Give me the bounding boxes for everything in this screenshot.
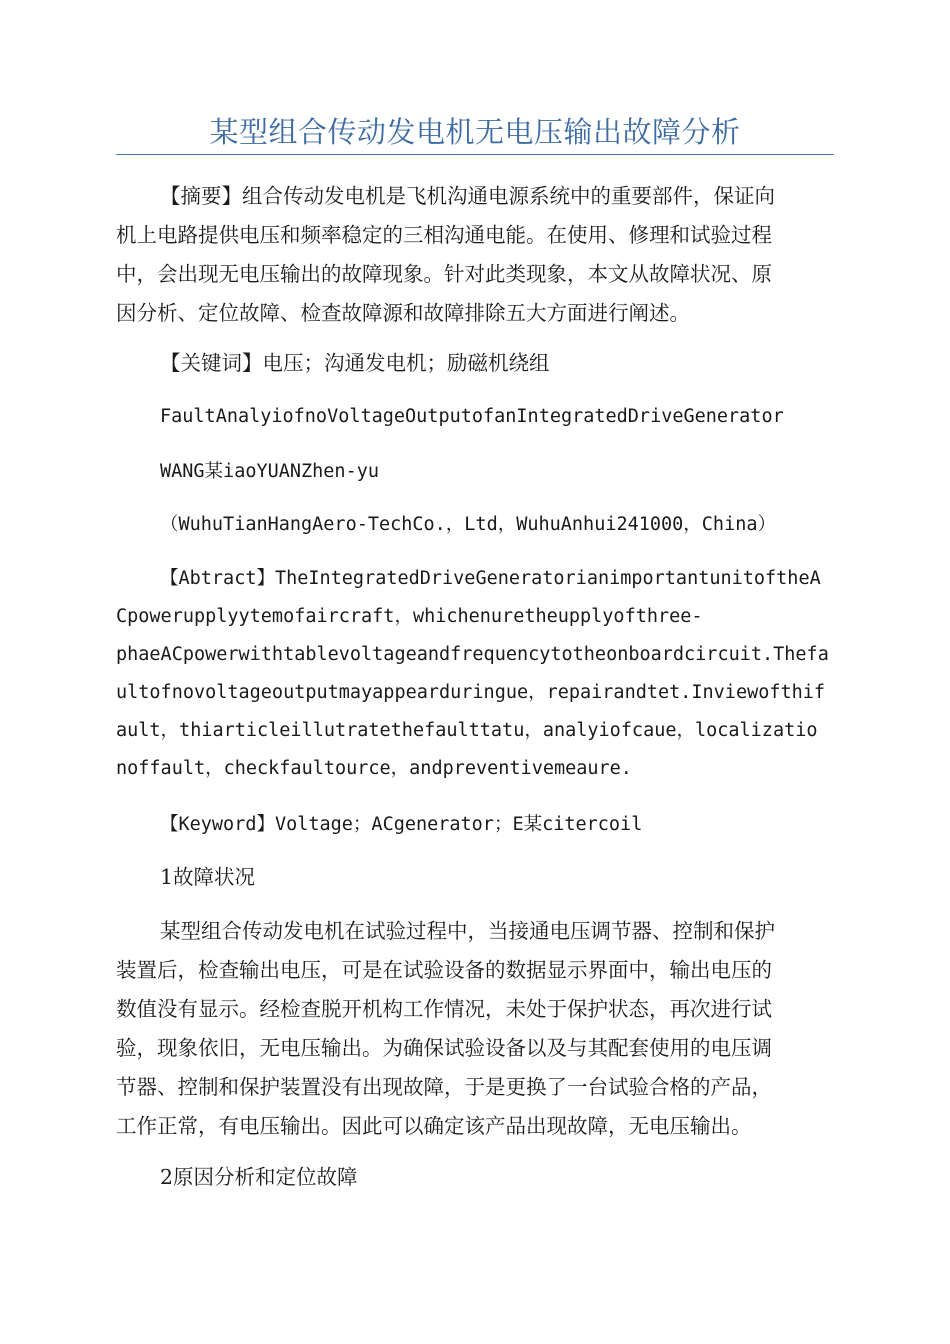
- abstract-line: 中，会出现无电压输出的故障现象。针对此类现象，本文从故障状况、原: [116, 262, 772, 286]
- english-title: [116, 398, 834, 436]
- abstract-line: 机上电路提供电压和频率稳定的三相沟通电能。在使用、修理和试验过程: [116, 223, 772, 247]
- section-1-heading: [116, 858, 834, 897]
- keywords-en-text: 【Keyword】Voltage；ACgenerator；E某citercoil: [160, 814, 643, 835]
- keywords-en: [116, 806, 834, 844]
- affiliation: [116, 506, 834, 544]
- section-1-heading-text: 1故障状况: [160, 865, 256, 889]
- affiliation-text: （WuhuTianHangAero-TechCo.，Ltd，WuhuAnhui241000，China）: [160, 514, 776, 535]
- title-underline: [116, 154, 834, 155]
- keywords-cn-text: 【关键词】电压；沟通发电机；励磁机绕组: [160, 351, 550, 375]
- section-1-line: 某型组合传动发电机在试验过程中，当接通电压调节器、控制和保护: [160, 919, 775, 943]
- section-1-line: 数值没有显示。经检查脱开机构工作情况，未处于保护状态，再次进行试: [116, 997, 772, 1021]
- section-1-line: 装置后，检查输出电压，可是在试验设备的数据显示界面中，输出电压的: [116, 958, 772, 982]
- abstract-en: [116, 560, 834, 788]
- abstract-en-line: ultofnovoltageoutputmayappearduringue，repairandtet.Inviewofthif: [116, 682, 826, 703]
- abstract-cn: [116, 177, 834, 333]
- abstract-line: 【摘要】组合传动发电机是飞机沟通电源系统中的重要部件，保证向: [160, 184, 775, 208]
- section-1-line: 节器、控制和保护装置没有出现故障，于是更换了一台试验合格的产品，: [116, 1075, 772, 1099]
- english-title-text: FaultAnalyiofnoVoltageOutputofanIntegratedDriveGenerator: [160, 406, 784, 427]
- abstract-en-line: noffault，checkfaultource，andpreventivemeaure.: [116, 758, 632, 779]
- abstract-line: 因分析、定位故障、检查故障源和故障排除五大方面进行阐述。: [116, 301, 690, 325]
- section-1-line: 工作正常，有电压输出。因此可以确定该产品出现故障，无电压输出。: [116, 1114, 752, 1138]
- keywords-cn: [116, 344, 834, 383]
- authors: [116, 453, 834, 491]
- abstract-en-line: ault，thiarticleillutratethefaulttatu，analyiofcaue，localizatio: [116, 720, 818, 741]
- abstract-en-line: Cpowerupplyytemofaircraft，whichenuretheupplyofthree-: [116, 606, 703, 627]
- abstract-en-line: phaeACpowerwithtablevoltageandfrequencytotheonboardcircuit.Thefa: [116, 644, 829, 665]
- authors-text: WANG某iaoYUANZhen-yu: [160, 461, 379, 482]
- abstract-en-line: 【Abtract】TheIntegratedDriveGeneratorianimportantunitoftheA: [160, 568, 821, 589]
- section-2-heading: [116, 1158, 834, 1197]
- section-1-line: 验，现象依旧，无电压输出。为确保试验设备以及与其配套使用的电压调: [116, 1036, 772, 1060]
- section-1-body: [116, 912, 834, 1146]
- document-title: 某型组合传动发电机无电压输出故障分析: [209, 115, 741, 149]
- section-2-heading-text: 2原因分析和定位故障: [160, 1165, 358, 1189]
